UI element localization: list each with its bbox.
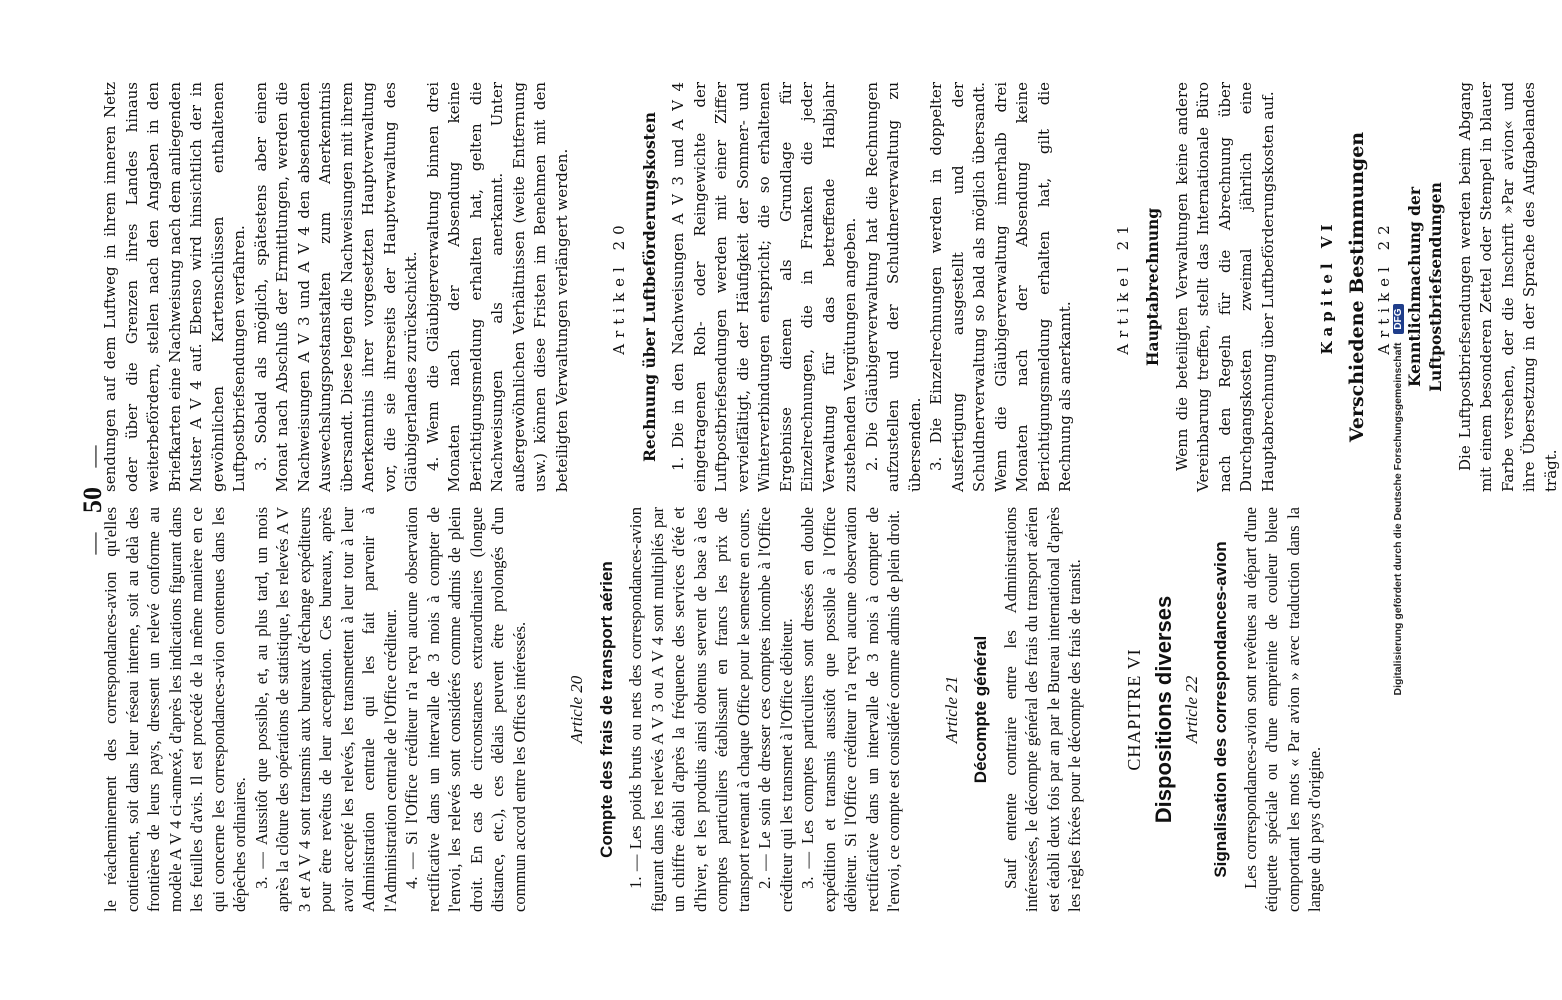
french-intro-paragraph: le réacheminement des correspondances-avion qu'elles contiennent, soit dans leur réseau interne, soit au delà des frontières de leurs pays, dressent un relevé conforme au modèle A V 4 ci-annexé, d'après les indications figurant dans les feuilles d'avis. Il est procédé de la même manière en ce qui concerne les correspondances-avion contenues dans les dépêches ordinaires. <box>101 507 249 912</box>
header-dash-right: — <box>81 445 106 468</box>
german-article-21-title: Hauptabrechnung <box>1143 207 1162 367</box>
german-article-20-paragraph-1: 1. Die in den Nachweisungen A V 3 und A V 4 eingetragenen Roh- oder Reingewichte der Luftpostbriefsendungen werden mit einer Ziffer vervielfältigt, die der Häufigkeit der Sommer- und Winterverbindungen entspricht; die so erhaltenen Ergebnisse dienen als Grundlage für Einzelrechnungen, die in Franken die jeder Verwaltung für das betreffende Halbjahr zustehenden Vergütungen angeben. <box>669 82 859 492</box>
french-article-20-title: Compte des frais de transport aérien <box>596 561 616 858</box>
german-article-22-label: Artikel 22 <box>1375 219 1393 355</box>
german-chapter-label: Kapitel VI <box>1318 219 1336 355</box>
french-paragraph-3: 3. — Aussitôt que possible, et, au plus tard, un mois après la clôture des opérations de statistique, les relevés A V 3 et A V 4 sont transmis aux bureaux d'échange expéditeurs pour être revêtus de leur acceptation. Ces bureaux, après avoir accepté les relevés, les transmettent à leur tour à leur Administration centrale qui les fait parvenir à l'Administration centrale de l'Office créditeur. <box>251 507 400 912</box>
french-article-20-paragraph-3: 3. — Les comptes particuliers sont dressés en double expédition et transmis aussitôt que possible à l'Office débiteur. Si l'Office créditeur n'a reçu aucune observation rectificative dans un intervalle de 3 mois à compter de l'envoi, ce compte est considéré comme admis de plein droit. <box>798 507 903 912</box>
german-article-20-paragraph-2: 2. Die Gläubigerverwaltung hat die Rechnungen aufzustellen und der Schuldnerverwaltung zu übersenden. <box>862 82 924 492</box>
french-article-21-paragraph: Sauf entente contraire entre les Administrations intéressées, le décompte général des frais du transport aérien est établi deux fois par an par le Bureau international d'après les règles fixées pour le décompte des frais de transit. <box>1000 507 1084 912</box>
french-article-20-paragraph-2: 2. — Le soin de dresser ces comptes incombe à l'Office créditeur qui les transmet à l'Office débiteur. <box>755 507 796 912</box>
page-number: 50 <box>78 487 107 513</box>
german-article-22-title: Kenntlichmachung der Luftpostbriefsendungen <box>1404 182 1445 392</box>
german-article-22-paragraph: Die Luftpostbriefsendungen werden beim Abgang mit einem besonderen Zettel oder Stempel in blauer Farbe versehen, der die Inschrift »Par avion« und ihre Übersetzung in der Sprache des Aufgabelandes trägt. <box>1455 82 1560 492</box>
french-article-22-paragraph: Les correspondances-avion sont revêtues au départ d'une étiquette spéciale ou d'une empreinte de couleur bleue comportant les mots « Par avion » avec traduction dans la langue du pays d'origine. <box>1240 507 1324 912</box>
digitization-notice <box>1392 0 1404 1000</box>
german-article-20-title: Rechnung über Luftbeförderungskosten <box>639 112 659 462</box>
german-article-20-paragraph-3: 3. Die Einzelrechnungen werden in doppelter Ausfertigung ausgestellt und der Schuldnerverwaltung so bald als möglich übersandt. Wenn die Gläubigerverwaltung innerhalb drei Monaten nach der Absendung keine Berichtigungsmeldung erhalten hat, gilt die Rechnung als anerkannt. <box>927 82 1074 492</box>
german-column <box>100 82 1562 492</box>
french-article-21-title: Décompte général <box>971 635 990 784</box>
french-article-20-label: Article 20 <box>567 675 586 744</box>
french-chapter-label: CHAPITRE VI <box>1123 648 1144 771</box>
digitization-notice-text: Digitalisierung gefördert durch die Deutsche Forschungsgemeinschaft <box>1392 342 1404 696</box>
german-paragraph-3: 3. Sobald als möglich, spätestens aber einen Monat nach Abschluß der Ermittlungen, werden die Nachweisungen A V 3 und A V 4 den absendenden Auswechslungspostanstalten zum Anerkenntnis übersandt. Diese legen die Nachweisungen mit ihrem Anerkenntnis ihrer vorgesetzten Hauptverwaltung vor, die sie ihrerseits der Hauptverwaltung des Gläubigerlandes zurückschickt. <box>251 82 420 492</box>
german-intro-paragraph: sendungen auf dem Luftweg in ihrem inneren Netz oder über die Grenzen ihres Landes hinaus weiterbefördern, stellen nach den Angaben in den Briefkarten eine Nachweisung nach dem anliegenden Muster A V 4 auf. Ebenso wird hinsichtlich der in gewöhnlichen Kartenschlüssen enthaltenen Luftpostbriefsendungen verfahren. <box>101 82 248 492</box>
french-paragraph-4: 4. — Si l'Office créditeur n'a reçu aucune observation rectificative dans un intervalle de 3 mois à compter de l'envoi, les relevés sont considérés comme admis de plein droit. En cas de circonstances extraordinaires (longue distance, etc.), ces délais peuvent être prolongés d'un commun accord entre les Offices intéressés. <box>402 507 529 912</box>
german-article-21-label: Artikel 21 <box>1113 219 1132 355</box>
german-chapter-title: Verschiedene Bestimmungen <box>1345 131 1368 443</box>
header-dash-left: — <box>81 532 106 555</box>
french-article-22-label: Article 22 <box>1181 675 1201 744</box>
french-column <box>100 507 1326 912</box>
german-article-20-label: Artikel 20 <box>610 219 628 355</box>
german-article-21-paragraph: Wenn die beteiligten Verwaltungen keine andere Vereinbarung treffen, stellt das Internationale Büro nach den Regeln für die Abrechnung über Durchgangskosten zweimal jährlich eine Hauptabrechnung über Luftbeförderungskosten auf. <box>1172 82 1277 492</box>
french-article-20-paragraph-1: 1. — Les poids bruts ou nets des correspondances-avion figurant dans les relevés A V 3 ou A V 4 sont multipliés par un chiffre établi d'après la fréquence des services d'été et d'hiver, et les produits ainsi obtenus servent de base à des comptes particuliers établissant en francs les prix de transport revenant à chaque Office pour le semestre en cours. <box>626 507 753 912</box>
french-chapter-title: Dispositions diverses <box>1151 595 1176 824</box>
french-article-22-title: Signalisation des correspondances-avion <box>1211 541 1230 878</box>
german-paragraph-4: 4. Wenn die Gläubigerverwaltung binnen drei Monaten nach der Absendung keine Berichtigungsmeldung erhalten hat, gelten die Nachweisungen als anerkannt. Unter außergewöhnlichen Verhältnissen (weite Entfernung usw.) können diese Fristen im Benehmen mit den beteiligten Verwaltungen verlängert werden. <box>423 82 571 492</box>
dfg-logo: DFG <box>1393 305 1404 334</box>
french-article-21-label: Article 21 <box>941 675 961 744</box>
